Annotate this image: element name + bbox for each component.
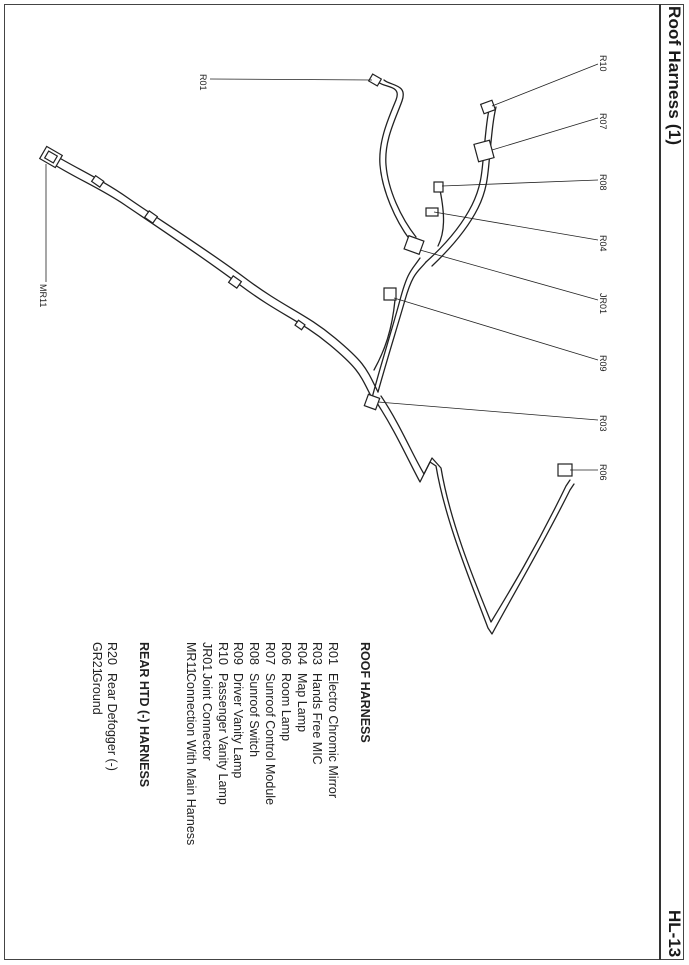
connector-r03 (364, 394, 379, 409)
legend-row: R09 Driver Vanity Lamp (231, 642, 246, 779)
callout-r04: R04 (598, 235, 608, 252)
leader-r07 (492, 118, 598, 150)
legend-row: R20 Rear Defogger (-) (105, 642, 120, 771)
legend-row: R07 Sunroof Control Module (263, 642, 278, 806)
leader-r03 (378, 402, 598, 420)
page-title: Roof Harness (1) (665, 6, 684, 146)
callout-r06: R06 (598, 464, 608, 481)
harness-branch-r08 (438, 190, 444, 246)
clip-2 (145, 211, 158, 223)
connector-mr11 (40, 146, 63, 167)
harness-trunk-upper (372, 258, 426, 398)
legend-row: JR01 Joint Connector (199, 642, 214, 761)
leader-r08 (442, 180, 598, 186)
harness-trunk-mr11 (50, 156, 378, 398)
legend-title-rear-htd-harness: REAR HTD (-) HARNESS (137, 642, 152, 788)
connector-jr01 (404, 236, 424, 255)
legend-row: R04 Map Lamp (294, 642, 309, 733)
harness-branch-r09 (374, 300, 395, 370)
leader-r09 (394, 298, 598, 360)
connector-r10 (481, 100, 496, 114)
harness-branch-r01 (378, 80, 416, 240)
callout-r09: R09 (598, 355, 608, 372)
legend-row: R01 Electro Chromic Mirror (326, 642, 341, 799)
callout-r10: R10 (598, 55, 608, 72)
connector-r08 (434, 182, 443, 192)
page-number: HL-13 (665, 910, 684, 958)
leader-r10 (492, 64, 598, 106)
connector-r06 (558, 464, 572, 476)
legend-row: R03 Hands Free MIC (310, 642, 325, 765)
callout-r08: R08 (598, 174, 608, 191)
legend-title-roof-harness: ROOF HARNESS (358, 642, 372, 743)
callout-r01: R01 (198, 74, 208, 91)
harness-branch-r06 (375, 396, 574, 634)
callout-jr01: JR01 (598, 293, 608, 315)
legend (88, 642, 372, 845)
leader-jr01 (420, 250, 598, 300)
legend-row: MR11 Connection With Main Harness (184, 642, 199, 846)
callout-r07: R07 (598, 113, 608, 130)
legend-row: GR21 Ground (89, 642, 104, 715)
callout-mr11: MR11 (38, 284, 48, 308)
legend-row: R06 Room Lamp (278, 642, 293, 742)
callout-r03: R03 (598, 415, 608, 432)
legend-row: R08 Sunroof Switch (247, 642, 262, 758)
leader-r01 (210, 79, 372, 80)
legend-row: R10 Passenger Vanity Lamp (215, 642, 230, 805)
